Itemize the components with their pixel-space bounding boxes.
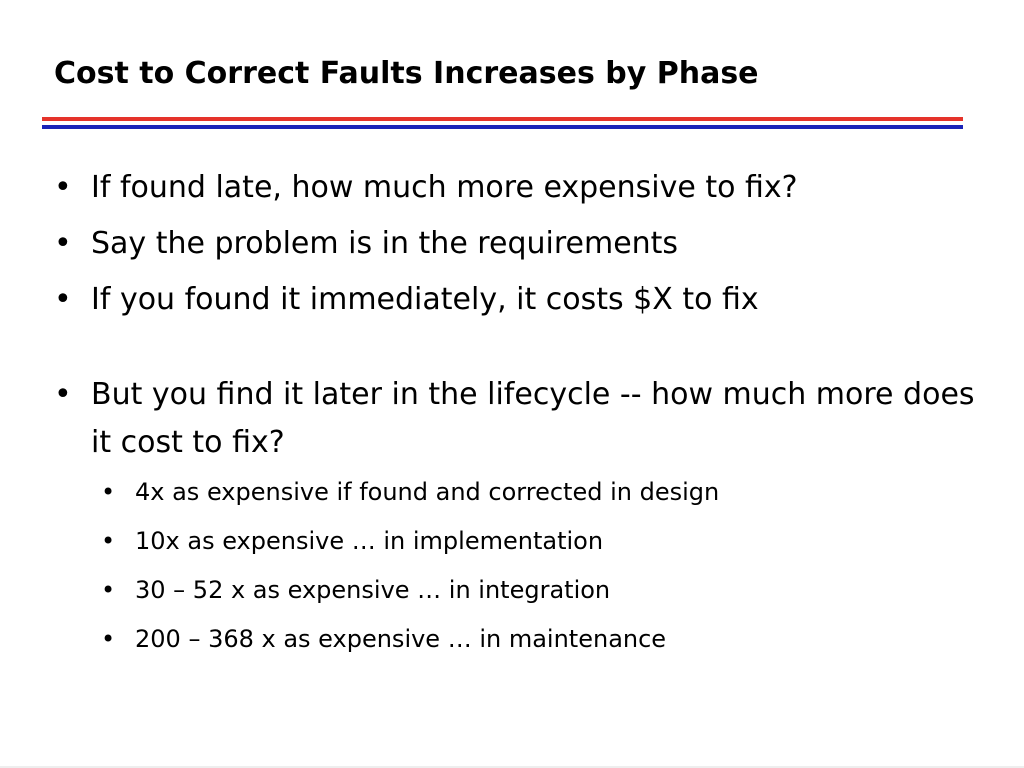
title-divider-red (42, 117, 963, 121)
title-divider-blue (42, 125, 963, 129)
sub-bullet-icon: • (101, 527, 116, 555)
sub-bullet-item (54, 473, 984, 511)
sub-bullet-item (54, 571, 984, 609)
sub-bullet-icon: • (101, 625, 116, 653)
bullet-text: If found late, how much more expensive to fix? (91, 170, 798, 205)
bullet-icon: • (54, 377, 72, 412)
bullet-text: But you find it later in the lifecycle -- how much more does it cost to fix? (91, 377, 975, 460)
sub-bullet-item (54, 620, 984, 658)
bullet-icon: • (54, 170, 72, 205)
sub-bullet-item (54, 522, 984, 560)
bullet-item (54, 276, 984, 324)
sub-bullet-text: 30 – 52 x as expensive … in integration (135, 576, 611, 604)
bullet-text: Say the problem is in the requirements (91, 226, 679, 261)
sub-bullet-text: 4x as expensive if found and corrected in design (135, 478, 720, 506)
bullet-item (54, 220, 984, 268)
sub-bullet-text: 200 – 368 x as expensive … in maintenance (135, 625, 667, 653)
bullet-icon: • (54, 282, 72, 317)
bullet-list (54, 164, 984, 669)
bullet-icon: • (54, 226, 72, 261)
sub-bullet-text: 10x as expensive … in implementation (135, 527, 604, 555)
slide-title: Cost to Correct Faults Increases by Phase (54, 56, 759, 91)
bullet-item (54, 371, 984, 467)
bullet-item (54, 164, 984, 212)
bullet-text: If you found it immediately, it costs $X to fix (91, 282, 759, 317)
sub-bullet-icon: • (101, 576, 116, 604)
sub-bullet-icon: • (101, 478, 116, 506)
